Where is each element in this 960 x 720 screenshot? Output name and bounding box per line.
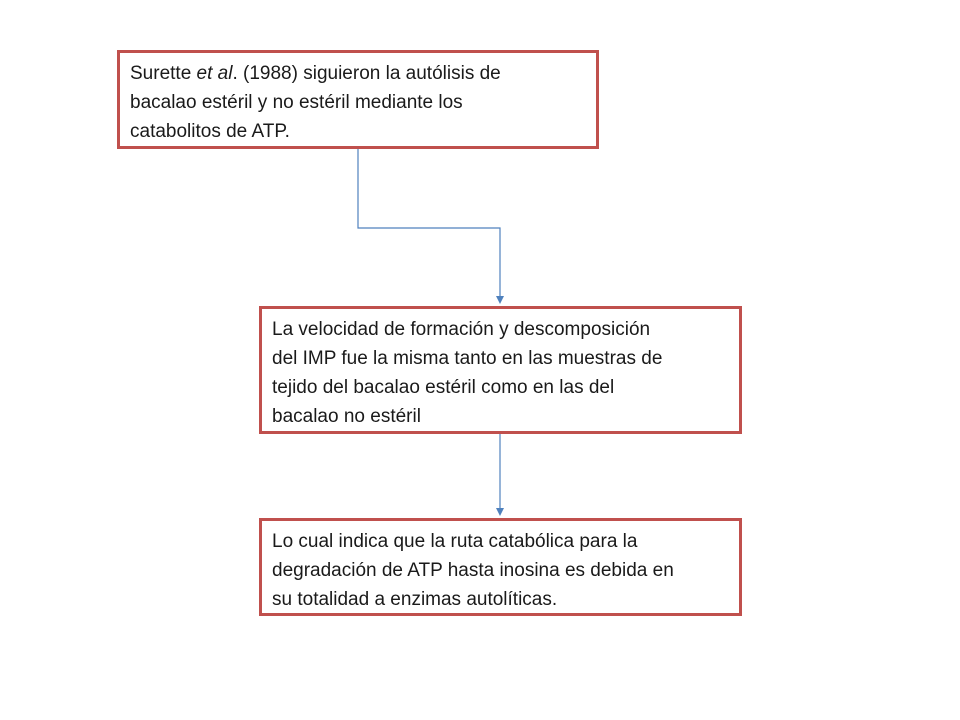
box3-line-1: Lo cual indica que la ruta catabólica para la bbox=[272, 531, 638, 552]
box2-line-3: tejido del bacalao estéril como en las del bbox=[272, 377, 615, 398]
connector-arrow-1 bbox=[358, 149, 500, 300]
box3-line-3: su totalidad a enzimas autolíticas. bbox=[272, 589, 558, 610]
box2-line-2: del IMP fue la misma tanto en las muestras de bbox=[272, 348, 663, 369]
box1-line-1 bbox=[130, 59, 588, 88]
box2-line-4: bacalao no estéril bbox=[272, 406, 421, 427]
box1-line-3: catabolitos de ATP. bbox=[130, 121, 290, 142]
box1-author-text: Surette bbox=[130, 63, 197, 84]
box1-year-text: . (1988) siguieron la autólisis de bbox=[232, 63, 501, 84]
box1-et-al-text: et al bbox=[196, 63, 233, 84]
flow-box-conclusion bbox=[259, 518, 742, 616]
box3-line-2: degradación de ATP hasta inosina es debida en bbox=[272, 560, 674, 581]
box1-line-2: bacalao estéril y no estéril mediante los bbox=[130, 92, 463, 113]
flow-box-surette-study bbox=[117, 50, 599, 149]
box2-line-1: La velocidad de formación y descomposición bbox=[272, 319, 651, 340]
flow-box-imp-rate bbox=[259, 306, 742, 434]
